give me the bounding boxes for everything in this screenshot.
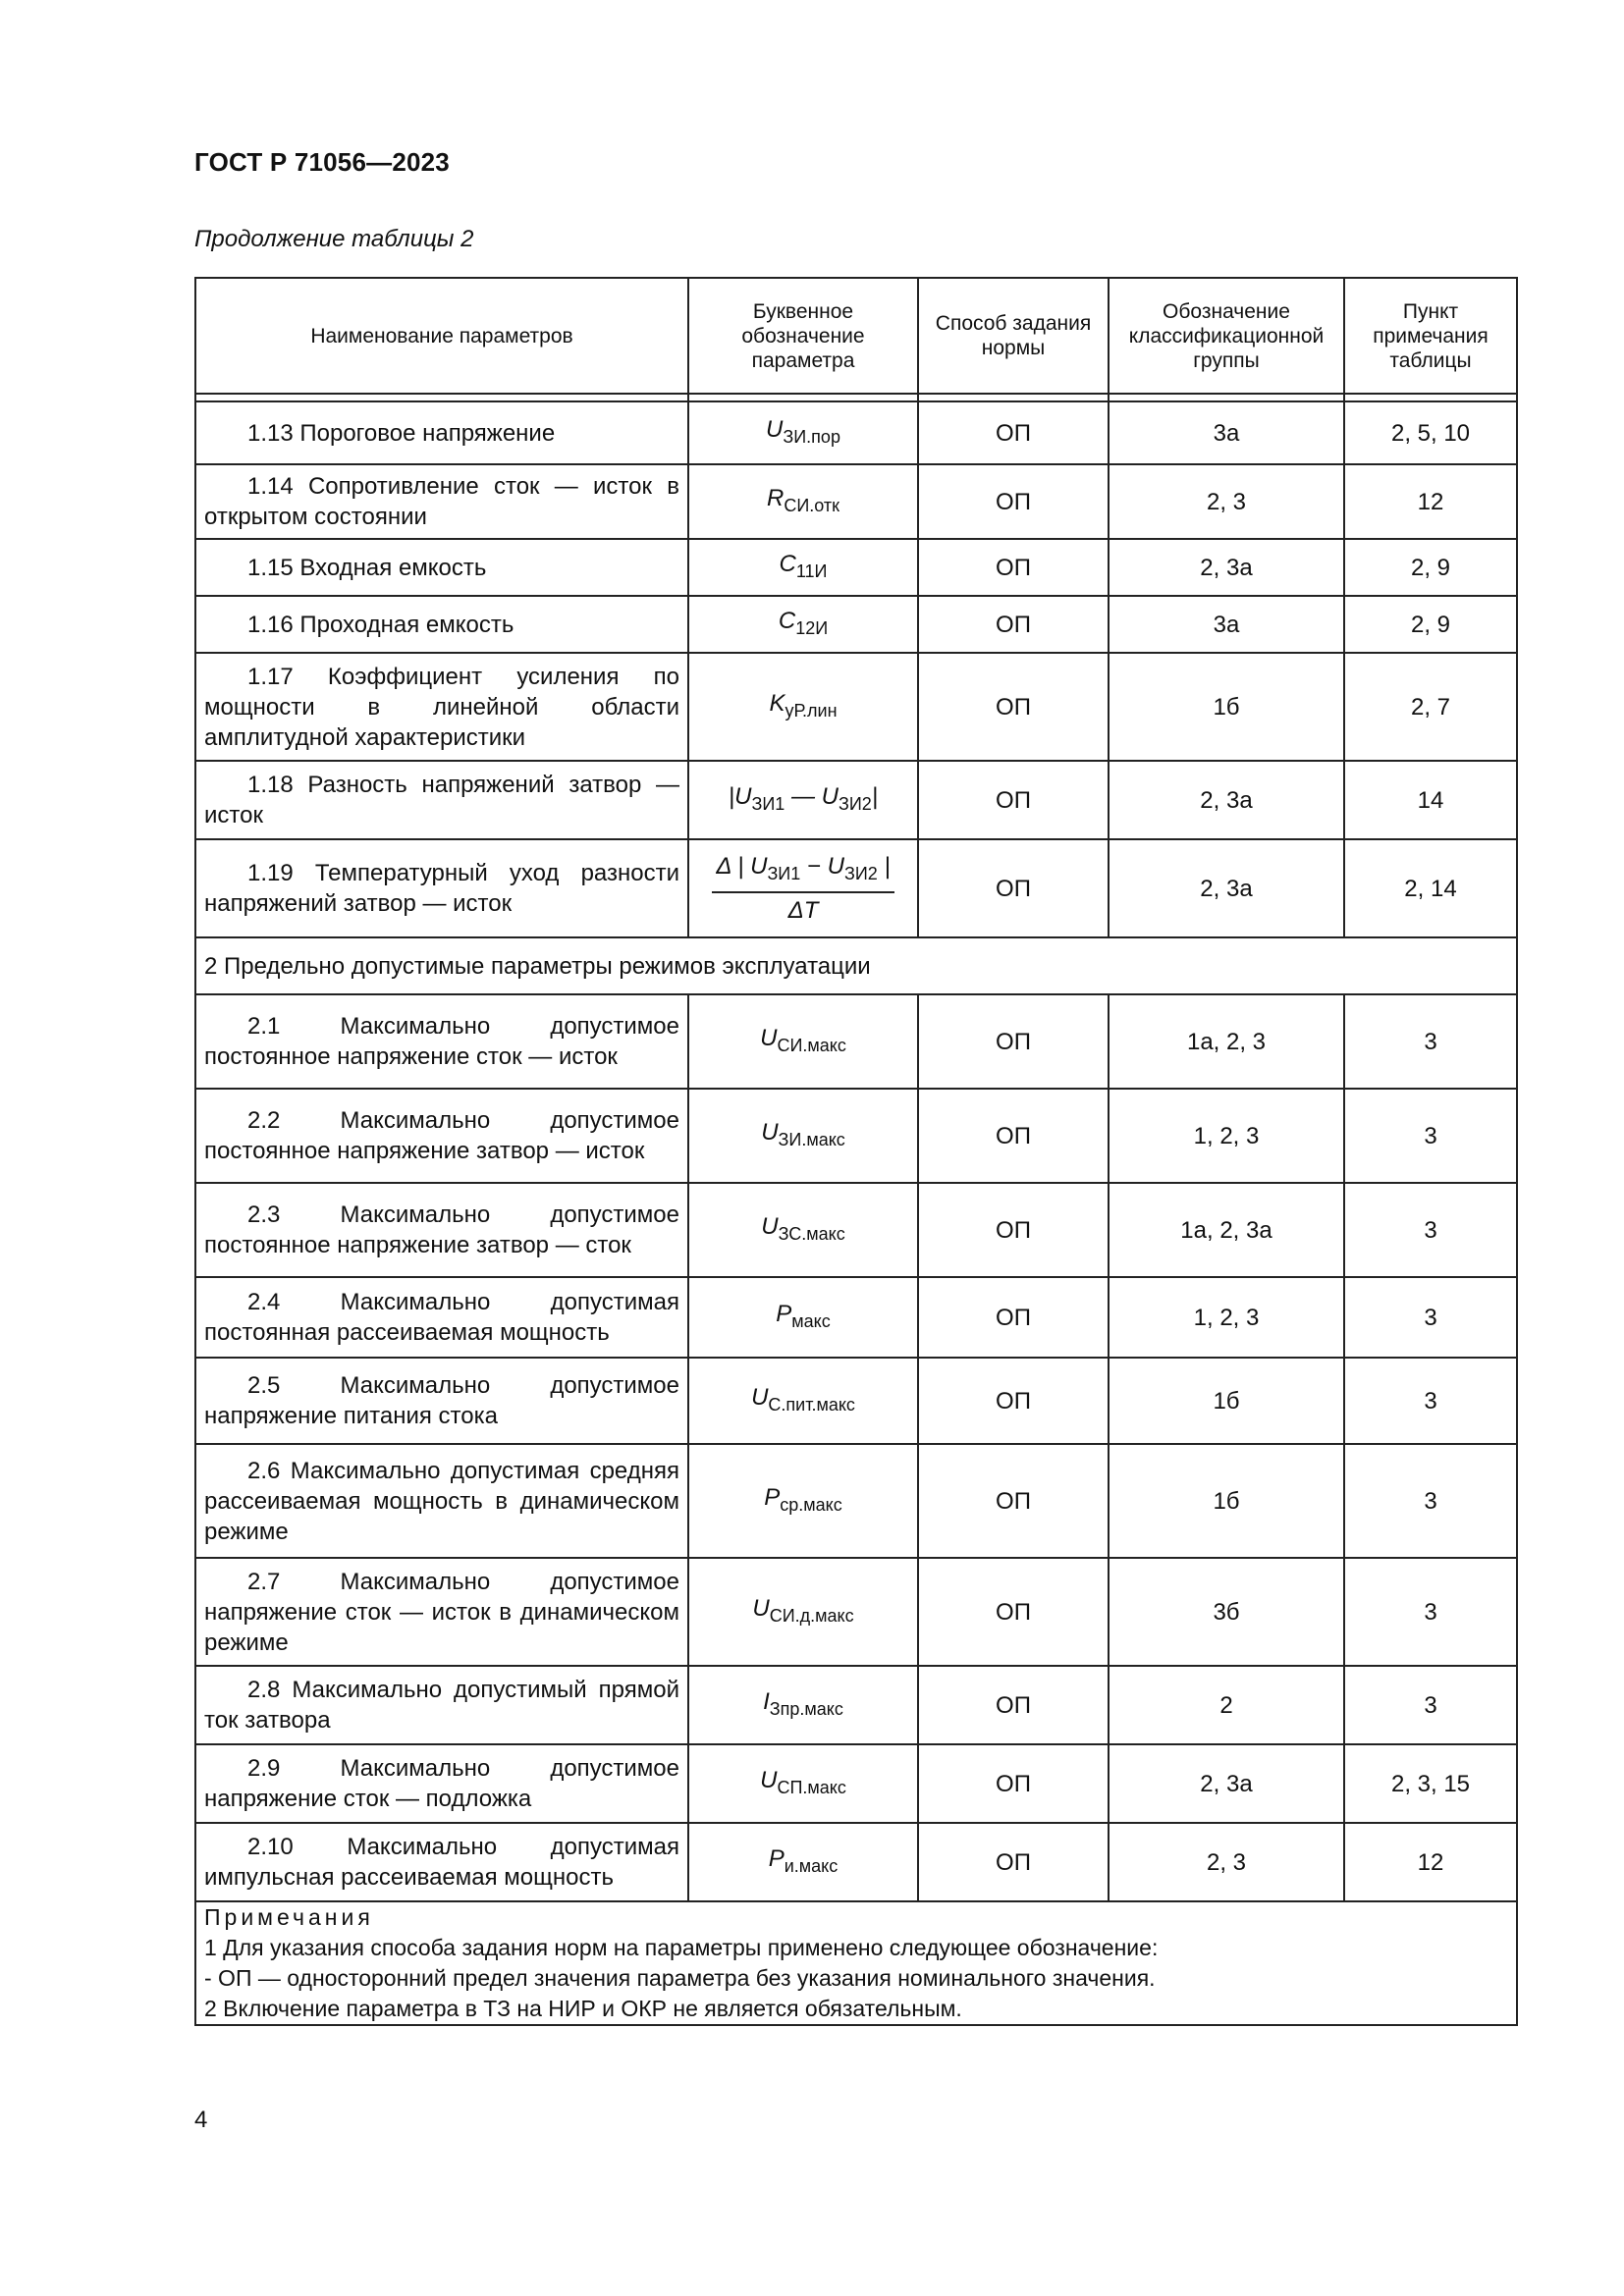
param-symbol-cell [688, 994, 918, 1089]
symbol-letter: P [764, 1483, 781, 1511]
notes-cell [195, 1901, 1517, 2025]
symbol-subscript: ЗИ.макс [778, 1129, 845, 1149]
param-note-ref: 2, 9 [1344, 539, 1517, 596]
symbol-subscript: уР.лин [785, 700, 838, 721]
symbol-part: − U [800, 853, 844, 880]
param-name-cell [195, 1089, 688, 1183]
param-name-cell [195, 401, 688, 464]
param-method: ОП [918, 539, 1109, 596]
param-group: 1, 2, 3 [1109, 1277, 1344, 1358]
page-number: 4 [194, 2107, 208, 2133]
symbol-letter: K [769, 689, 785, 717]
note-line: 2 Включение параметра в ТЗ на НИР и ОКР не является обязательным. [204, 1996, 962, 2021]
symbol-part: — U [785, 782, 839, 810]
section-heading: 2 Предельно допустимые параметры режимов эксплуатации [195, 937, 1517, 994]
note-line: 1 Для указания способа задания норм на параметры применено следующее обозначение: [204, 1935, 1159, 1960]
param-name: 1.19 Температурный уход разности напряжений затвор — исток [204, 860, 679, 917]
param-group: 1б [1109, 1358, 1344, 1444]
param-group: 1б [1109, 653, 1344, 761]
param-group: 3б [1109, 1558, 1344, 1666]
column-header-method: Способ задания нормы [918, 278, 1109, 394]
param-name: 1.15 Входная емкость [247, 554, 487, 581]
document-code: ГОСТ Р 71056—2023 [194, 147, 450, 177]
symbol-subscript: СП.макс [777, 1777, 846, 1797]
param-group: 2, 3а [1109, 1744, 1344, 1823]
param-symbol-cell [688, 1277, 918, 1358]
symbol-part: | [877, 853, 891, 880]
param-note-ref: 14 [1344, 761, 1517, 839]
symbol-letter: C [779, 550, 796, 577]
table-row [195, 1089, 1517, 1183]
param-name-cell [195, 464, 688, 539]
param-symbol-cell [688, 1183, 918, 1277]
parameters-table [194, 277, 1518, 2026]
param-name-cell [195, 761, 688, 839]
param-name: 2.7 Максимально допустимое напряжение сток — исток в динамическом режиме [204, 1568, 679, 1656]
param-note-ref: 3 [1344, 1089, 1517, 1183]
param-name: 2.3 Максимально допустимое постоянное напряжение затвор — сток [204, 1201, 679, 1258]
symbol-subscript: 11И [795, 561, 828, 581]
param-group: 2, 3а [1109, 761, 1344, 839]
symbol-subscript: Зпр.макс [769, 1698, 843, 1719]
param-group: 2 [1109, 1666, 1344, 1744]
fraction-numerator [712, 851, 893, 893]
param-note-ref: 3 [1344, 1558, 1517, 1666]
param-name-cell [195, 1183, 688, 1277]
symbol-subscript: СИ.д.макс [769, 1605, 854, 1626]
param-method: ОП [918, 464, 1109, 539]
table-row [195, 401, 1517, 464]
param-method: ОП [918, 1558, 1109, 1666]
param-symbol-cell [688, 1089, 918, 1183]
param-method: ОП [918, 994, 1109, 1089]
param-group: 3а [1109, 401, 1344, 464]
symbol-part: Δ | U [716, 853, 768, 880]
param-group: 2, 3 [1109, 1823, 1344, 1901]
param-name-cell [195, 596, 688, 653]
param-note-ref: 12 [1344, 1823, 1517, 1901]
table-notes-section [195, 1901, 1517, 2025]
table-body-section-1-special [195, 761, 1517, 994]
symbol-letter: U [751, 1383, 769, 1411]
param-group: 2, 3а [1109, 839, 1344, 937]
param-note-ref: 3 [1344, 994, 1517, 1089]
table-row [195, 1277, 1517, 1358]
table-row [195, 539, 1517, 596]
param-name: 2.8 Максимально допустимый прямой ток затвора [204, 1677, 679, 1734]
symbol-subscript: макс [791, 1310, 831, 1331]
param-method: ОП [918, 1358, 1109, 1444]
symbol-subscript: СИ.макс [777, 1035, 846, 1055]
table-row [195, 1744, 1517, 1823]
param-method: ОП [918, 1089, 1109, 1183]
param-name: 2.1 Максимально допустимое постоянное напряжение сток — исток [204, 1013, 679, 1070]
param-note-ref: 2, 5, 10 [1344, 401, 1517, 464]
symbol-letter: U [760, 1024, 778, 1051]
param-name: 2.5 Максимально допустимое напряжение питания стока [204, 1372, 679, 1429]
param-note-ref: 3 [1344, 1277, 1517, 1358]
param-name-cell [195, 839, 688, 937]
param-name: 1.13 Пороговое напряжение [247, 419, 556, 447]
header-separator [195, 394, 1517, 401]
symbol-subscript: ср.макс [780, 1494, 842, 1515]
param-name: 1.18 Разность напряжений затвор — исток [204, 772, 679, 828]
table-row [195, 761, 1517, 839]
param-name-cell [195, 539, 688, 596]
param-group: 1а, 2, 3 [1109, 994, 1344, 1089]
column-header-note: Пункт примечания таблицы [1344, 278, 1517, 394]
symbol-letter: C [778, 607, 796, 634]
param-method: ОП [918, 1666, 1109, 1744]
param-name: 2.10 Максимально допустимая импульсная рассеиваемая мощность [204, 1834, 679, 1891]
column-header-name: Наименование параметров [195, 278, 688, 394]
param-symbol-cell [688, 1444, 918, 1558]
param-method: ОП [918, 596, 1109, 653]
param-name: 2.9 Максимально допустимое напряжение сток — подложка [204, 1755, 679, 1812]
table-row [195, 1558, 1517, 1666]
param-name: 1.14 Сопротивление сток — исток в открытом состоянии [204, 473, 679, 530]
table-row [195, 1666, 1517, 1744]
symbol-letter: U [766, 415, 784, 443]
param-symbol-cell [688, 1823, 918, 1901]
param-method: ОП [918, 1823, 1109, 1901]
symbol-letter: U [761, 1118, 779, 1146]
param-name-cell [195, 994, 688, 1089]
symbol-subscript: ЗС.макс [778, 1223, 845, 1244]
table-body-section-1 [195, 401, 1517, 761]
param-symbol-cell [688, 401, 918, 464]
param-note-ref: 12 [1344, 464, 1517, 539]
symbol-letter: P [768, 1844, 785, 1872]
param-symbol-cell [688, 839, 918, 937]
param-note-ref: 2, 3, 15 [1344, 1744, 1517, 1823]
param-symbol-cell [688, 1558, 918, 1666]
param-name-cell [195, 1666, 688, 1744]
symbol-subscript: С.пит.макс [768, 1394, 855, 1415]
param-symbol-cell [688, 464, 918, 539]
param-method: ОП [918, 1444, 1109, 1558]
param-note-ref: 3 [1344, 1358, 1517, 1444]
table-header-row [195, 278, 1517, 394]
param-symbol-cell [688, 1744, 918, 1823]
note-line: - ОП — односторонний предел значения параметра без указания номинального значения. [204, 1965, 1156, 1991]
param-symbol-cell [688, 596, 918, 653]
symbol-subscript: ЗИ1 [767, 864, 801, 883]
param-method: ОП [918, 401, 1109, 464]
symbol-letter: I [763, 1687, 770, 1715]
column-header-group: Обозначение классификационной группы [1109, 278, 1344, 394]
table-row [195, 653, 1517, 761]
notes-row [195, 1901, 1517, 2025]
param-method: ОП [918, 1744, 1109, 1823]
param-note-ref: 2, 14 [1344, 839, 1517, 937]
param-note-ref: 3 [1344, 1183, 1517, 1277]
table-body-section-2 [195, 994, 1517, 1901]
param-symbol-cell [688, 1358, 918, 1444]
param-method: ОП [918, 1183, 1109, 1277]
table-row [195, 839, 1517, 937]
symbol-letter: P [776, 1300, 792, 1327]
symbol-letter: U [761, 1212, 779, 1240]
symbol-letter: R [766, 484, 785, 511]
param-name-cell [195, 1823, 688, 1901]
table-row [195, 1183, 1517, 1277]
table-row [195, 1823, 1517, 1901]
symbol-subscript: ЗИ.пор [783, 426, 840, 447]
table-row [195, 1444, 1517, 1558]
param-note-ref: 2, 7 [1344, 653, 1517, 761]
symbol-subscript: СИ.отк [784, 495, 839, 515]
symbol-subscript: ЗИ2 [843, 864, 878, 883]
symbol-subscript: ЗИ2 [839, 793, 872, 814]
param-name-cell [195, 1558, 688, 1666]
table-row [195, 994, 1517, 1089]
symbol-part: | [871, 782, 879, 810]
param-group: 3а [1109, 596, 1344, 653]
param-method: ОП [918, 761, 1109, 839]
param-name: 1.17 Коэффициент усиления по мощности в линейной области амплитудной характеристики [204, 663, 679, 751]
symbol-part: |U [728, 782, 752, 810]
symbol-subscript: ЗИ1 [751, 793, 785, 814]
param-symbol-cell [688, 539, 918, 596]
param-name-cell [195, 1358, 688, 1444]
param-note-ref: 3 [1344, 1444, 1517, 1558]
param-symbol-cell [688, 1666, 918, 1744]
param-name-cell [195, 1444, 688, 1558]
param-name-cell [195, 1277, 688, 1358]
param-name: 2.4 Максимально допустимая постоянная рассеиваемая мощность [204, 1289, 679, 1346]
param-symbol-cell [688, 761, 918, 839]
param-name: 1.16 Проходная емкость [247, 611, 514, 638]
param-group: 2, 3 [1109, 464, 1344, 539]
section-heading-row [195, 937, 1517, 994]
param-note-ref: 2, 9 [1344, 596, 1517, 653]
param-method: ОП [918, 839, 1109, 937]
table-caption: Продолжение таблицы 2 [194, 226, 474, 252]
param-name: 2.2 Максимально допустимое постоянное напряжение затвор — исток [204, 1107, 679, 1164]
fraction-denominator: ΔT [787, 897, 819, 924]
param-group: 1б [1109, 1444, 1344, 1558]
param-method: ОП [918, 1277, 1109, 1358]
symbol-fraction [712, 851, 893, 926]
param-name-cell [195, 1744, 688, 1823]
symbol-letter: U [760, 1766, 778, 1793]
table-row [195, 464, 1517, 539]
param-note-ref: 3 [1344, 1666, 1517, 1744]
param-symbol-cell [688, 653, 918, 761]
param-group: 1а, 2, 3а [1109, 1183, 1344, 1277]
table-row [195, 1358, 1517, 1444]
param-method: ОП [918, 653, 1109, 761]
symbol-subscript: и.макс [784, 1855, 839, 1876]
symbol-letter: U [752, 1594, 770, 1622]
param-group: 1, 2, 3 [1109, 1089, 1344, 1183]
table-row [195, 596, 1517, 653]
param-name: 2.6 Максимально допустимая средняя рассеиваемая мощность в динамическом режиме [204, 1457, 679, 1545]
param-group: 2, 3а [1109, 539, 1344, 596]
symbol-subscript: 12И [795, 617, 829, 638]
notes-title: Примечания [204, 1904, 374, 1930]
param-name-cell [195, 653, 688, 761]
column-header-symbol: Буквенное обозначение параметра [688, 278, 918, 394]
